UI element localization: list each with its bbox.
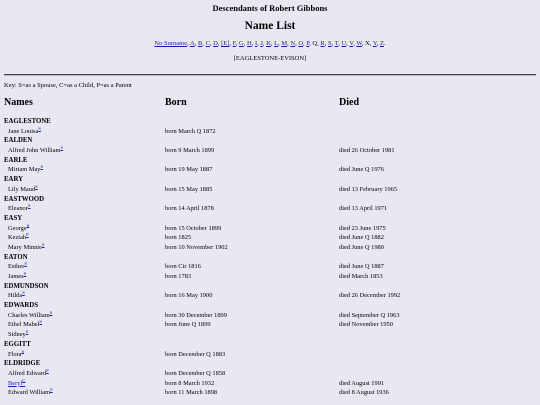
person-name [8, 311, 52, 321]
person-row [0, 291, 540, 301]
nav-separator: , [324, 40, 328, 47]
alpha-link-n[interactable]: N [290, 40, 296, 47]
surname-heading: EASTWOOD [4, 195, 45, 203]
birth-date: born 15 October 1899 [165, 224, 222, 232]
person-name-text[interactable]: Beryl [8, 379, 23, 387]
alpha-link-q: Q [312, 40, 318, 47]
alpha-link-p[interactable]: P [306, 40, 310, 47]
person-name-text: Sidney [8, 331, 26, 339]
column-header-died: Died [339, 97, 359, 108]
death-date: died 13 February 1965 [339, 185, 398, 193]
death-date: died August 1991 [339, 379, 385, 387]
person-row [0, 369, 540, 379]
birth-date: born 10 November 1902 [165, 243, 228, 251]
birth-date: born 9 March 1899 [165, 147, 215, 155]
surname-heading-row [0, 195, 540, 205]
person-name-text: James [8, 273, 24, 280]
alpha-link-i[interactable]: I [254, 40, 258, 47]
nav-separator: , [202, 40, 206, 47]
nav-separator: , [376, 40, 380, 47]
nav-separator: , [361, 40, 366, 47]
relationship-link[interactable]: S [39, 319, 42, 325]
person-name [8, 291, 25, 301]
alpha-link-c[interactable]: C [205, 40, 210, 47]
nav-separator: , [251, 40, 255, 47]
page-title: Name List [244, 20, 296, 32]
person-name-text: Lily Maud [8, 185, 36, 193]
death-date: died March 1853 [339, 273, 383, 280]
person-row [0, 224, 540, 234]
alpha-link-e[interactable]: [E] [221, 40, 230, 47]
birth-date: born 14 April 1878 [165, 205, 214, 213]
relationship-link[interactable]: P [46, 367, 49, 373]
person-name-text: Charles William [8, 311, 50, 319]
relationship-link[interactable]: S [50, 387, 53, 393]
alpha-link-j[interactable]: J [260, 40, 263, 47]
death-date: died 8 August 1936 [339, 389, 389, 397]
death-date: died November 1950 [339, 321, 393, 329]
relationship-link[interactable]: S [26, 222, 30, 228]
nav-separator: , [194, 40, 198, 47]
birth-date: born 11 March 1898 [165, 389, 218, 397]
relationship-link[interactable]: S [40, 164, 44, 170]
site-title: Descendants of Robert Gibbons [212, 3, 328, 13]
nav-separator: , [338, 40, 342, 47]
alpha-link-f[interactable]: F [232, 40, 236, 47]
surname-heading-row [0, 214, 540, 224]
alpha-link-b[interactable]: B [197, 40, 203, 47]
birth-date: born 19 May 1887 [165, 166, 213, 174]
birth-date: born 15 May 1885 [165, 185, 213, 193]
nav-separator: , [278, 40, 282, 47]
nav-separator: , [353, 40, 357, 47]
death-date: died June Q 1980 [339, 243, 384, 251]
alpha-link-s[interactable]: S [327, 40, 332, 47]
person-name [8, 185, 38, 195]
person-name-text: Keziah [8, 234, 27, 242]
person-name-text: Alfred Edward [8, 369, 47, 377]
nav-separator: , [369, 40, 373, 47]
surname-heading: EARLE [4, 156, 28, 164]
surname-heading-row [0, 117, 540, 127]
nav-separator: , [229, 40, 233, 47]
nav-separator: , [187, 40, 191, 47]
person-row [0, 127, 540, 137]
name-list [0, 117, 540, 398]
person-row [0, 311, 540, 321]
nav-separator: , [317, 40, 321, 47]
person-row [0, 272, 540, 282]
nav-separator: , [257, 40, 261, 47]
birth-date: born March Q 1872 [165, 127, 216, 135]
alpha-link-z[interactable]: Z [379, 40, 384, 47]
person-name-text: Ethel Mabel [8, 321, 40, 329]
surname-heading: EARY [4, 176, 24, 184]
horizontal-divider [4, 74, 536, 76]
surname-heading: EDMUNDSON [4, 282, 49, 290]
nav-separator: , [303, 40, 307, 47]
death-date: died June Q 1882 [339, 234, 384, 242]
person-name-text: Eleanor [8, 205, 28, 213]
death-date: died 26 December 1992 [339, 292, 401, 300]
surname-heading: EDWARDS [4, 302, 38, 310]
nav-separator: , [217, 40, 222, 47]
person-name [8, 350, 24, 360]
alpha-link-a[interactable]: A [190, 40, 195, 47]
surname-heading: EATON [4, 253, 28, 261]
birth-date: born December Q 1883 [165, 350, 226, 358]
person-name-text: Flora [8, 350, 22, 358]
nav-separator: , [209, 40, 214, 47]
alpha-link-y[interactable]: Y [372, 40, 377, 47]
person-name-text: Miriam May [8, 166, 41, 174]
surname-heading-row [0, 359, 540, 369]
person-row [0, 233, 540, 243]
person-row [0, 350, 540, 360]
surname-heading: EASY [4, 214, 23, 222]
nav-separator: , [243, 40, 247, 47]
person-row [0, 330, 540, 340]
person-name [8, 243, 44, 253]
relationship-link[interactable]: S [38, 125, 41, 131]
alpha-link-l[interactable]: L [274, 40, 279, 47]
person-row [0, 204, 540, 214]
person-name-text: Hilda [8, 292, 23, 300]
alpha-link-u[interactable]: U [341, 40, 347, 47]
relationship-link[interactable]: S [23, 270, 27, 276]
surname-heading-row [0, 175, 540, 185]
relationship-link[interactable]: S [21, 348, 25, 354]
death-date: died 23 June 1975 [339, 224, 386, 232]
person-row [0, 262, 540, 272]
death-date: died June Q 1976 [339, 166, 384, 174]
person-row [0, 165, 540, 175]
alpha-link-w[interactable]: W [356, 40, 362, 47]
surname-heading-row [0, 156, 540, 166]
surname-heading: EGGITT [4, 340, 31, 348]
alpha-link-v[interactable]: V [349, 40, 354, 47]
person-row [0, 185, 540, 195]
surname-heading: ELDRIDGE [4, 360, 41, 368]
surname-heading-row [0, 136, 540, 146]
birth-date: born 1825 [165, 234, 192, 242]
nav-separator: , [262, 40, 267, 47]
person-name[interactable] [8, 379, 25, 389]
relationship-link[interactable]: S [24, 261, 27, 267]
alpha-link-nosurname[interactable]: No Surname [154, 40, 188, 47]
relationship-link[interactable]: S [41, 241, 45, 247]
relationship-link[interactable]: S [25, 329, 29, 334]
person-name [8, 204, 30, 214]
person-row [0, 243, 540, 253]
alpha-link-h[interactable]: H [246, 40, 252, 47]
surname-range: [EAGLESTONE-EVISON] [233, 55, 307, 62]
surname-heading: EALDEN [4, 137, 33, 145]
nav-separator: , [346, 40, 350, 47]
person-name-text: Edward William [8, 389, 51, 397]
birth-date: born 8 March 1932 [165, 379, 215, 387]
surname-heading: EAGLESTONE [4, 118, 51, 125]
alpha-link-o[interactable]: O [298, 40, 304, 47]
birth-date: born June Q 1899 [165, 321, 211, 329]
person-name [8, 330, 28, 340]
relationship-link[interactable]: C [22, 377, 26, 383]
relationship-link[interactable]: S [22, 290, 25, 296]
person-name [8, 388, 53, 398]
alphabet-navigation [0, 40, 540, 47]
death-date: died 13 April 1971 [339, 205, 388, 213]
person-name [8, 146, 63, 156]
surname-heading-row [0, 301, 540, 311]
nav-separator: . [383, 40, 386, 47]
person-name-text: George [8, 224, 27, 232]
person-name [8, 233, 29, 243]
person-name [8, 165, 43, 175]
alpha-link-d[interactable]: D [213, 40, 218, 47]
column-header-born: Born [165, 97, 187, 108]
person-name [8, 369, 49, 379]
relationship-link[interactable]: P [26, 232, 29, 238]
person-name [8, 272, 26, 282]
death-date: died September Q 1963 [339, 311, 400, 319]
person-name-text: Mary Minnie [8, 243, 42, 251]
nav-separator: , [309, 40, 313, 47]
death-date: died June Q 1887 [339, 263, 384, 271]
person-row [0, 388, 540, 398]
person-name-text: Alfred John William [8, 147, 61, 155]
alpha-link-k[interactable]: K [266, 40, 271, 47]
column-header-names: Names [4, 97, 33, 108]
person-row [0, 146, 540, 156]
person-name-text: Esther [8, 263, 25, 271]
nav-separator: , [270, 40, 275, 47]
birth-date: born 30 December 1899 [165, 311, 227, 319]
nav-separator: , [235, 40, 240, 47]
relationship-key: Key: S=as a Spouse, C=as a Child, P=as a Parent [4, 82, 132, 89]
nav-separator: , [295, 40, 299, 47]
person-name-text: Jane Louisa [8, 127, 39, 135]
person-row [0, 320, 540, 330]
alpha-link-x: X [365, 40, 370, 47]
alpha-link-r[interactable]: R [320, 40, 325, 47]
alpha-link-m[interactable]: M [281, 40, 288, 47]
surname-heading-row [0, 253, 540, 263]
relationship-link[interactable]: S [60, 144, 64, 150]
birth-date: born 1783 [165, 273, 192, 280]
nav-separator: , [287, 40, 291, 47]
person-name [8, 127, 41, 137]
birth-date: born Cir 1816 [165, 263, 201, 271]
relationship-link[interactable]: S [49, 309, 53, 315]
nav-separator: , [331, 40, 335, 47]
death-date: died 26 October 1981 [339, 147, 395, 155]
person-row [0, 379, 540, 389]
surname-heading-row [0, 340, 540, 350]
birth-date: born 16 May 1900 [165, 292, 213, 300]
birth-date: born December Q 1858 [165, 369, 226, 377]
alpha-link-t[interactable]: T [334, 40, 339, 47]
surname-heading-row [0, 282, 540, 292]
alpha-link-g[interactable]: G [239, 40, 244, 47]
relationship-link[interactable]: S [35, 183, 38, 189]
relationship-link[interactable]: S [27, 203, 31, 209]
